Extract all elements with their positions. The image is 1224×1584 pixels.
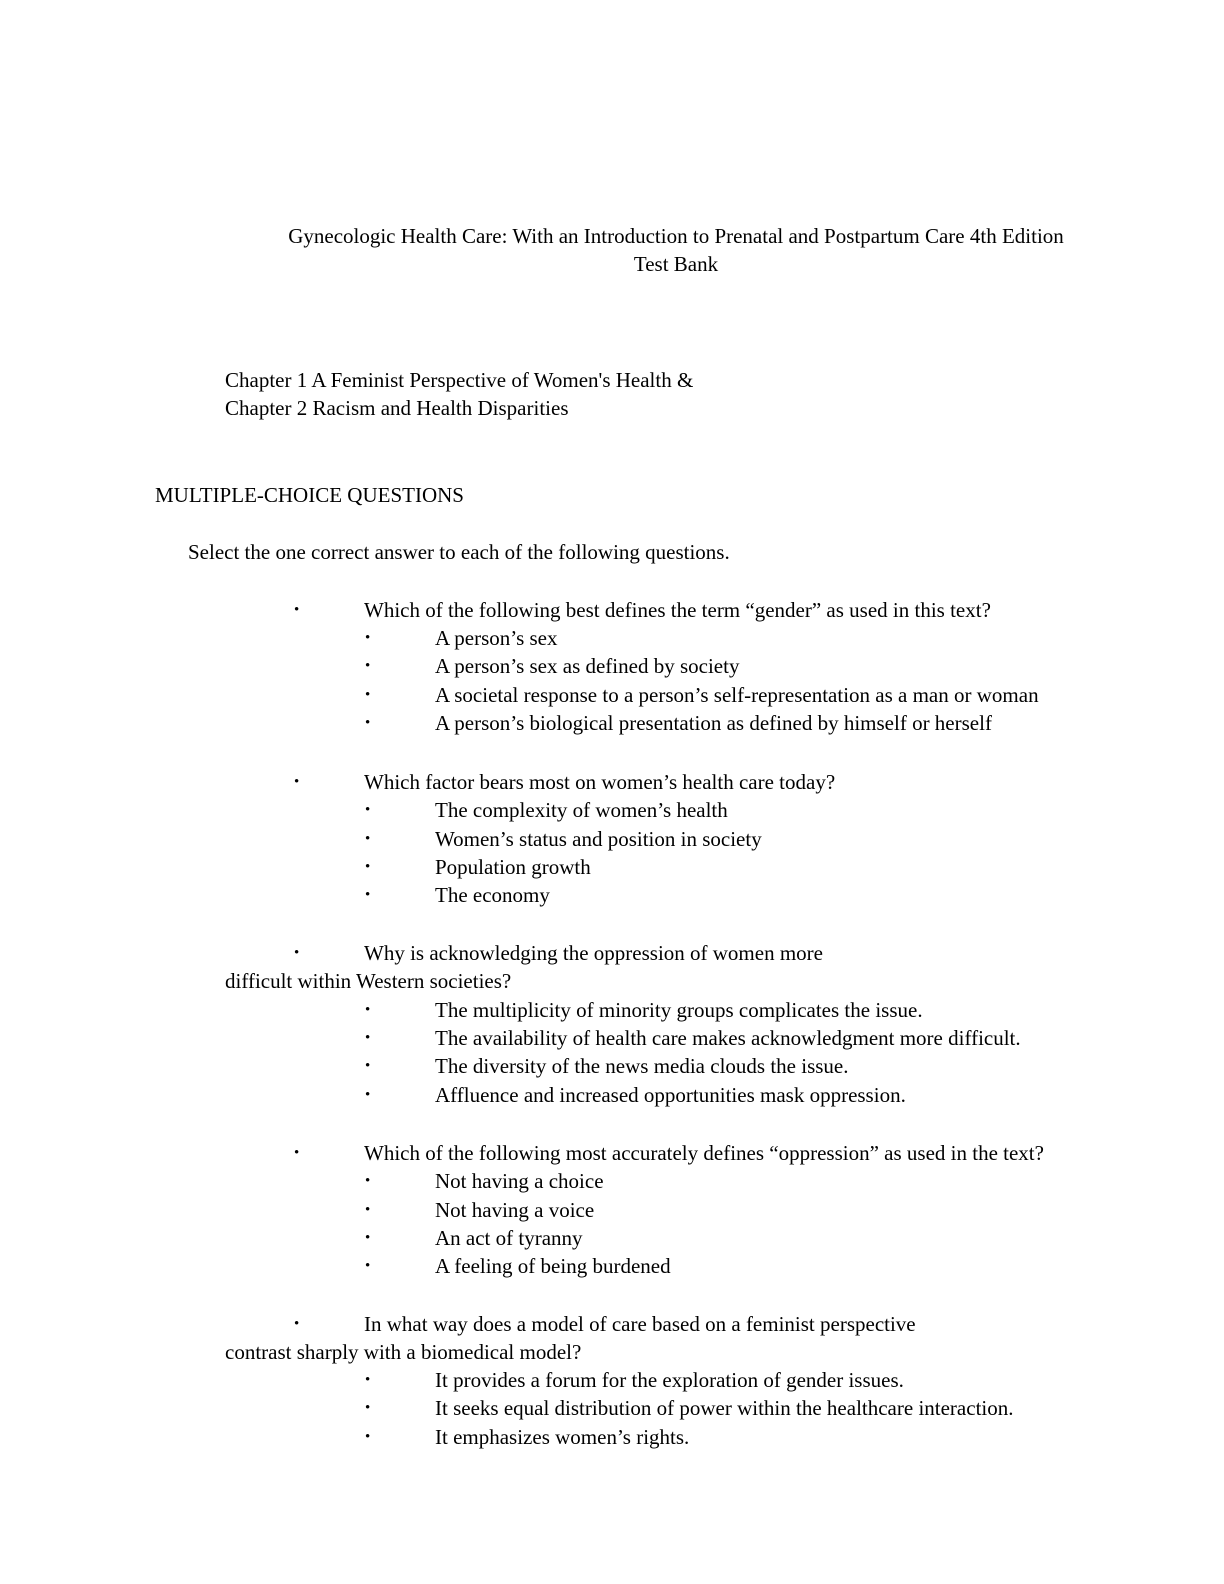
option-text: Not having a choice [435, 1169, 604, 1193]
question-stem: Which factor bears most on women’s health care today? [364, 770, 836, 794]
option-bullet: • [365, 630, 371, 646]
option-bullet: • [365, 1030, 371, 1046]
question-stem: In what way does a model of care based on a feminist perspective [364, 1312, 916, 1336]
option-bullet: • [365, 1202, 371, 1218]
option-text: It provides a forum for the exploration of gender issues. [435, 1368, 904, 1392]
option-text: It seeks equal distribution of power within the healthcare interaction. [435, 1396, 1014, 1420]
question-stem: Which of the following best defines the term “gender” as used in this text? [364, 598, 991, 622]
option-bullet: • [365, 687, 371, 703]
title-line-2: Test Bank [633, 252, 719, 276]
option-text: A person’s sex [435, 626, 558, 650]
document-title [240, 222, 1112, 278]
option-text: A societal response to a person’s self-representation as a man or woman [435, 683, 1039, 707]
question-stem-continued: difficult within Western societies? [225, 969, 512, 993]
title-line-1: Gynecologic Health Care: With an Introduction to Prenatal and Postpartum Care 4th Edition [288, 224, 1064, 248]
option-bullet: • [365, 887, 371, 903]
question-bullet: • [294, 774, 300, 790]
section-heading: MULTIPLE-CHOICE QUESTIONS [155, 483, 464, 507]
chapter-1-heading: Chapter 1 A Feminist Perspective of Women's Health & [225, 368, 694, 392]
option-text: Affluence and increased opportunities mask oppression. [435, 1083, 906, 1107]
question-bullet: • [294, 1316, 300, 1332]
question-bullet: • [294, 945, 300, 961]
option-text: It emphasizes women’s rights. [435, 1425, 690, 1449]
option-bullet: • [365, 1230, 371, 1246]
question-stem: Which of the following most accurately defines “oppression” as used in the text? [364, 1141, 1044, 1165]
option-text: The availability of health care makes acknowledgment more difficult. [435, 1026, 1021, 1050]
option-text: A person’s biological presentation as defined by himself or herself [435, 711, 992, 735]
option-text: The economy [435, 883, 550, 907]
option-text: The multiplicity of minority groups complicates the issue. [435, 998, 923, 1022]
option-bullet: • [365, 802, 371, 818]
question-stem: Why is acknowledging the oppression of women more [364, 941, 823, 965]
option-text: Not having a voice [435, 1198, 595, 1222]
option-bullet: • [365, 1058, 371, 1074]
question-bullet: • [294, 1145, 300, 1161]
option-text: A feeling of being burdened [435, 1254, 671, 1278]
option-text: An act of tyranny [435, 1226, 583, 1250]
option-bullet: • [365, 1173, 371, 1189]
question-bullet: • [294, 602, 300, 618]
option-bullet: • [365, 715, 371, 731]
option-text: Women’s status and position in society [435, 827, 762, 851]
option-bullet: • [365, 1400, 371, 1416]
option-bullet: • [365, 658, 371, 674]
option-bullet: • [365, 1258, 371, 1274]
instructions: Select the one correct answer to each of the following questions. [188, 540, 730, 564]
option-bullet: • [365, 1002, 371, 1018]
question-stem-continued: contrast sharply with a biomedical model? [225, 1340, 582, 1364]
option-bullet: • [365, 1429, 371, 1445]
option-text: The complexity of women’s health [435, 798, 728, 822]
option-text: Population growth [435, 855, 591, 879]
option-bullet: • [365, 1087, 371, 1103]
chapter-2-heading: Chapter 2 Racism and Health Disparities [225, 396, 569, 420]
option-bullet: • [365, 859, 371, 875]
option-text: The diversity of the news media clouds the issue. [435, 1054, 849, 1078]
option-bullet: • [365, 1372, 371, 1388]
option-text: A person’s sex as defined by society [435, 654, 740, 678]
option-bullet: • [365, 831, 371, 847]
